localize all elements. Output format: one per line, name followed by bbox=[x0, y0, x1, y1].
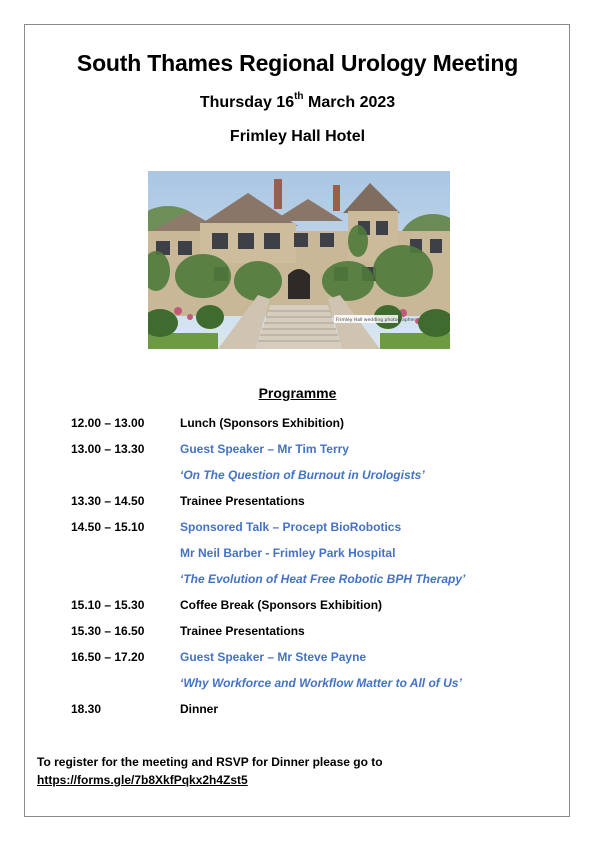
photo-caption: Frimley Hall wedding photographer bbox=[336, 318, 416, 323]
programme-time: 14.50 – 15.10 bbox=[71, 520, 145, 534]
programme-row bbox=[0, 546, 595, 564]
programme-time: 13.00 – 13.30 bbox=[71, 442, 145, 456]
programme-description: ‘Why Workforce and Workflow Matter to All of Us’ bbox=[180, 676, 462, 690]
programme-description: Sponsored Talk – Procept BioRobotics bbox=[180, 520, 402, 534]
programme-description: Lunch (Sponsors Exhibition) bbox=[180, 416, 344, 430]
programme-description: Trainee Presentations bbox=[180, 624, 305, 638]
programme-description: ‘The Evolution of Heat Free Robotic BPH Therapy’ bbox=[180, 572, 466, 586]
programme-description: Guest Speaker – Mr Tim Terry bbox=[180, 442, 349, 456]
date-day: Thursday 16 bbox=[199, 94, 295, 111]
programme-row bbox=[0, 702, 595, 720]
programme-row bbox=[0, 494, 595, 512]
programme-time: 13.30 – 14.50 bbox=[71, 494, 145, 508]
register-instructions: To register for the meeting and RSVP for Dinner please go to bbox=[37, 755, 383, 769]
date-suffix: th bbox=[294, 90, 304, 102]
event-date bbox=[0, 90, 595, 112]
programme-description: Dinner bbox=[180, 702, 219, 716]
programme-row bbox=[0, 676, 595, 694]
programme-row bbox=[0, 520, 595, 538]
programme-row bbox=[0, 468, 595, 486]
programme-description: ‘On The Question of Burnout in Urologists’ bbox=[180, 468, 425, 482]
programme-heading: Programme bbox=[258, 385, 337, 401]
programme-description: Mr Neil Barber - Frimley Park Hospital bbox=[180, 546, 396, 560]
programme-row bbox=[0, 598, 595, 616]
programme-row bbox=[0, 650, 595, 668]
registration-link[interactable]: https://forms.gle/7b8XkfPqkx2h4Zst5 bbox=[37, 773, 248, 787]
programme-row bbox=[0, 624, 595, 642]
programme-description: Trainee Presentations bbox=[180, 494, 305, 508]
programme-description: Guest Speaker – Mr Steve Payne bbox=[180, 650, 367, 664]
programme-row bbox=[0, 416, 595, 434]
event-venue: Frimley Hall Hotel bbox=[229, 128, 366, 145]
programme-row bbox=[0, 442, 595, 460]
programme-description: Coffee Break (Sponsors Exhibition) bbox=[180, 598, 383, 612]
page-title: South Thames Regional Urology Meeting bbox=[76, 50, 519, 76]
programme-time: 18.30 bbox=[71, 702, 102, 716]
programme-time: 12.00 – 13.00 bbox=[71, 416, 145, 430]
date-rest: March 2023 bbox=[303, 94, 396, 111]
programme-time: 15.30 – 16.50 bbox=[71, 624, 145, 638]
programme-time: 15.10 – 15.30 bbox=[71, 598, 145, 612]
hotel-photo bbox=[148, 171, 450, 349]
programme-time: 16.50 – 17.20 bbox=[71, 650, 145, 664]
programme-row bbox=[0, 572, 595, 590]
